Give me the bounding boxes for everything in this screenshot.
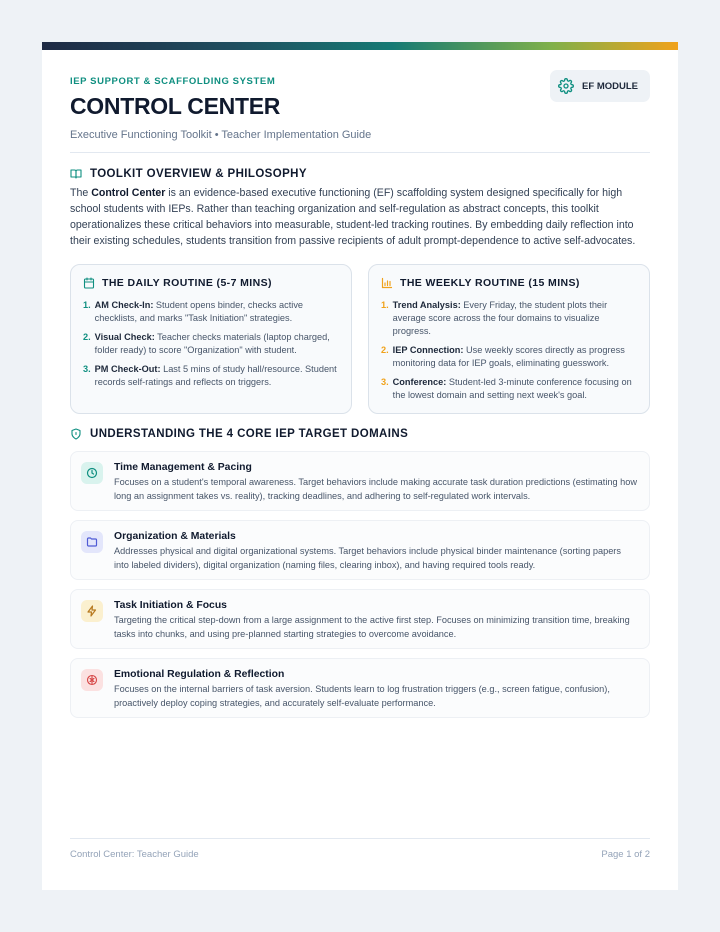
item-label: IEP Connection: bbox=[392, 345, 464, 355]
footer bbox=[70, 849, 650, 860]
item-text: Use weekly scores directly as progress monitoring data for IEP goals, eliminating guesswork. bbox=[392, 345, 625, 368]
item-text: Student opens binder, checks active checklists, and marks "Task Initiation" strategies. bbox=[94, 300, 304, 323]
header-divider bbox=[70, 152, 650, 153]
item-number: 3. bbox=[83, 364, 91, 374]
calendar-icon bbox=[83, 277, 95, 289]
list-item bbox=[381, 376, 637, 402]
domains-heading-text: UNDERSTANDING THE 4 CORE IEP TARGET DOMAINS bbox=[90, 428, 409, 440]
overview-text-rest: is an evidence-based executive functioning (EF) scaffolding system designed specifically for high school students with IEPs. Rather than teaching organization and self-regulation as abstract concepts, this toolkit operationalizes these critical behaviors into measurable, student-led tracking routines. By embedding daily reflection into their existing schedules, students transition from passive recipients of adult prompt-dependence to active self-advocates. bbox=[70, 187, 636, 247]
domain-description: Addresses physical and digital organizational systems. Target behaviors include physical binder maintenance (sorting papers into labeled dividers), digital organization (naming files, clearing inbox), and having required tools ready. bbox=[114, 546, 621, 570]
badge-label: EF MODULE bbox=[582, 80, 638, 92]
domain-card-emotional bbox=[70, 658, 650, 718]
item-label: Trend Analysis: bbox=[392, 300, 461, 310]
overview-heading bbox=[70, 168, 307, 180]
item-text: Every Friday, the student plots their average score across the four domains to visualize progress. bbox=[392, 300, 608, 336]
domain-card-time bbox=[70, 451, 650, 511]
page-subtitle: Executive Functioning Toolkit • Teacher Implementation Guide bbox=[70, 129, 372, 141]
footer-divider bbox=[70, 838, 650, 839]
domain-description: Focuses on a student's temporal awareness. Target behaviors include making accurate task duration predictions (estimating how long an assignment takes vs. reality), tracking deadlines, and adhering to self-regulated work intervals. bbox=[114, 477, 637, 501]
domain-title: Emotional Regulation & Reflection bbox=[114, 669, 285, 680]
daily-routine-list bbox=[83, 299, 339, 389]
gear-icon bbox=[558, 78, 574, 94]
bar-chart-icon bbox=[381, 277, 393, 289]
daily-routine-title: THE DAILY ROUTINE (5-7 MINS) bbox=[102, 277, 272, 289]
item-label: Visual Check: bbox=[94, 332, 155, 342]
footer-title: Control Center: Teacher Guide bbox=[70, 849, 199, 860]
domains-heading bbox=[70, 428, 408, 440]
clock-icon bbox=[81, 462, 103, 484]
item-text: Teacher checks materials (laptop charged, folder ready) to score "Organization" with student. bbox=[94, 332, 330, 355]
weekly-routine-title: THE WEEKLY ROUTINE (15 MINS) bbox=[400, 277, 580, 289]
page-title: CONTROL CENTER bbox=[70, 93, 281, 119]
item-number: 2. bbox=[83, 332, 91, 342]
overview-text-bold: Control Center bbox=[91, 187, 166, 199]
weekly-routine-card bbox=[368, 264, 650, 414]
domain-title: Time Management & Pacing bbox=[114, 462, 252, 473]
module-badge bbox=[550, 70, 650, 102]
item-number: 2. bbox=[381, 345, 389, 355]
list-item bbox=[83, 331, 339, 357]
weekly-routine-heading bbox=[381, 277, 637, 289]
overview-heading-text: TOOLKIT OVERVIEW & PHILOSOPHY bbox=[90, 168, 307, 180]
shield-icon bbox=[70, 428, 82, 440]
item-label: AM Check-In: bbox=[94, 300, 154, 310]
list-item bbox=[83, 299, 339, 325]
domain-description: Targeting the critical step-down from a large assignment to the active first step. Focuses on minimizing transition time, breaking tasks into chunks, and using pre-planned starting strategies to overcome avoidance. bbox=[114, 615, 630, 639]
domain-card-initiation bbox=[70, 589, 650, 649]
book-icon bbox=[70, 168, 82, 180]
domain-description: Focuses on the internal barriers of task aversion. Students learn to log frustration triggers (e.g., screen fatigue, confusion), proactively deploy coping strategies, and accurately self-evaluate performance. bbox=[114, 684, 610, 708]
list-item bbox=[381, 299, 637, 338]
folder-icon bbox=[81, 531, 103, 553]
item-number: 1. bbox=[83, 300, 91, 310]
item-text: Last 5 mins of study hall/resource. Student records self-ratings and reflects on triggers. bbox=[94, 364, 337, 387]
brain-icon bbox=[81, 669, 103, 691]
list-item bbox=[381, 344, 637, 370]
item-text: Student-led 3-minute conference focusing on the lowest domain and setting next week's goal. bbox=[392, 377, 632, 400]
domain-title: Task Initiation & Focus bbox=[114, 600, 227, 611]
daily-routine-heading bbox=[83, 277, 339, 289]
weekly-routine-list bbox=[381, 299, 637, 402]
domain-card-organization bbox=[70, 520, 650, 580]
gradient-top-bar bbox=[42, 42, 678, 50]
item-label: Conference: bbox=[392, 377, 447, 387]
overview-paragraph bbox=[70, 185, 650, 249]
header bbox=[70, 76, 650, 141]
page-number: Page 1 of 2 bbox=[601, 849, 650, 860]
list-item bbox=[83, 363, 339, 389]
eyebrow: IEP SUPPORT & SCAFFOLDING SYSTEM bbox=[70, 76, 276, 87]
page bbox=[42, 42, 678, 890]
overview-text-start: The bbox=[70, 187, 92, 199]
item-number: 3. bbox=[381, 377, 389, 387]
lightning-icon bbox=[81, 600, 103, 622]
domain-title: Organization & Materials bbox=[114, 531, 236, 542]
item-number: 1. bbox=[381, 300, 389, 310]
item-label: PM Check-Out: bbox=[94, 364, 161, 374]
daily-routine-card bbox=[70, 264, 352, 414]
